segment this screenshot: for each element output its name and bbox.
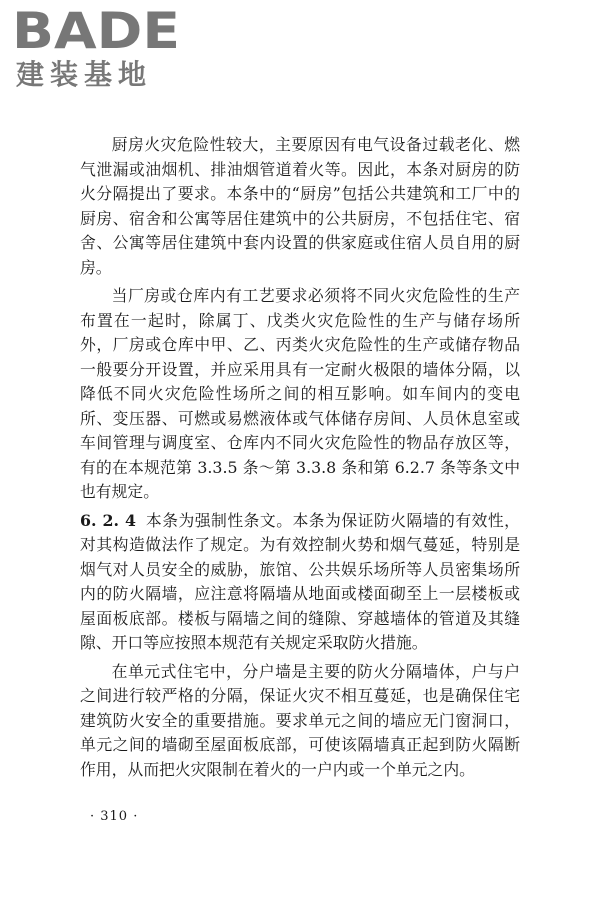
watermark-latin-text [12, 6, 182, 54]
clause-number: 6. 2. 4 [80, 510, 136, 530]
clause-text: 本条为强制性条文。本条为保证防火隔墙的有效性，对其构造做法作了规定。为有效控制火势和烟气蔓延，特别是烟气对人员安全的威胁，旅馆、公共娱乐场所等人员密集场所内的防火隔墙，应注意将隔墙从地面或楼面砌至上一层楼板或屋面板底部。楼板与隔墙之间的缝隙、穿越墙体的管道及其缝隙、开口等应按照本规范有关规定采取防火措施。 [80, 510, 520, 652]
watermark-logo [12, 6, 182, 94]
document-body [80, 133, 520, 782]
watermark-cjk-text: 建装基地 [16, 58, 153, 91]
paragraph-kitchen: 厨房火灾危险性较大，主要原因有电气设备过载老化、燃气泄漏或油烟机、排油烟管道着火等。因此，本条对厨房的防火分隔提出了要求。本条中的“厨房”包括公共建筑和工厂中的厨房、宿舍和公寓等居住建筑中的公共厨房，不包括住宅、宿舍、公寓等居住建筑中套内设置的供家庭或住宿人员自用的厨房。 [80, 135, 520, 277]
paragraph-factory: 当厂房或仓库内有工艺要求必须将不同火灾危险性的生产布置在一起时，除属丁、戊类火灾危险性的生产与储存场所外，厂房或仓库中甲、乙、丙类火灾危险性的生产或储存物品一般要分开设置，并应采用具有一定耐火极限的墙体分隔，以降低不同火灾危险性场所之间的相互影响。如车间内的变电所、变压器、可燃或易燃液体或气体储存房间、人员休息室或车间管理与调度室、仓库内不同火灾危险性的物品存放区等，有的在本规范第 3.3.5 条～第 3.3.8 条和第 6.2.7 条等条文中也有规定。 [80, 286, 520, 501]
svg-text:BADE: BADE [12, 6, 180, 54]
clause-6-2-4 [80, 509, 520, 656]
page-number: · 310 · [90, 809, 139, 824]
paragraph-residential: 在单元式住宅中，分户墙是主要的防火分隔墙体，户与户之间进行较严格的分隔，保证火灾不相互蔓延，也是确保住宅建筑防火安全的重要措施。要求单元之间的墙应无门窗洞口，单元之间的墙砌至屋面板底部，可使该隔墙真正起到防火隔断作用，从而把火灾限制在着火的一户内或一个单元之内。 [80, 661, 520, 779]
